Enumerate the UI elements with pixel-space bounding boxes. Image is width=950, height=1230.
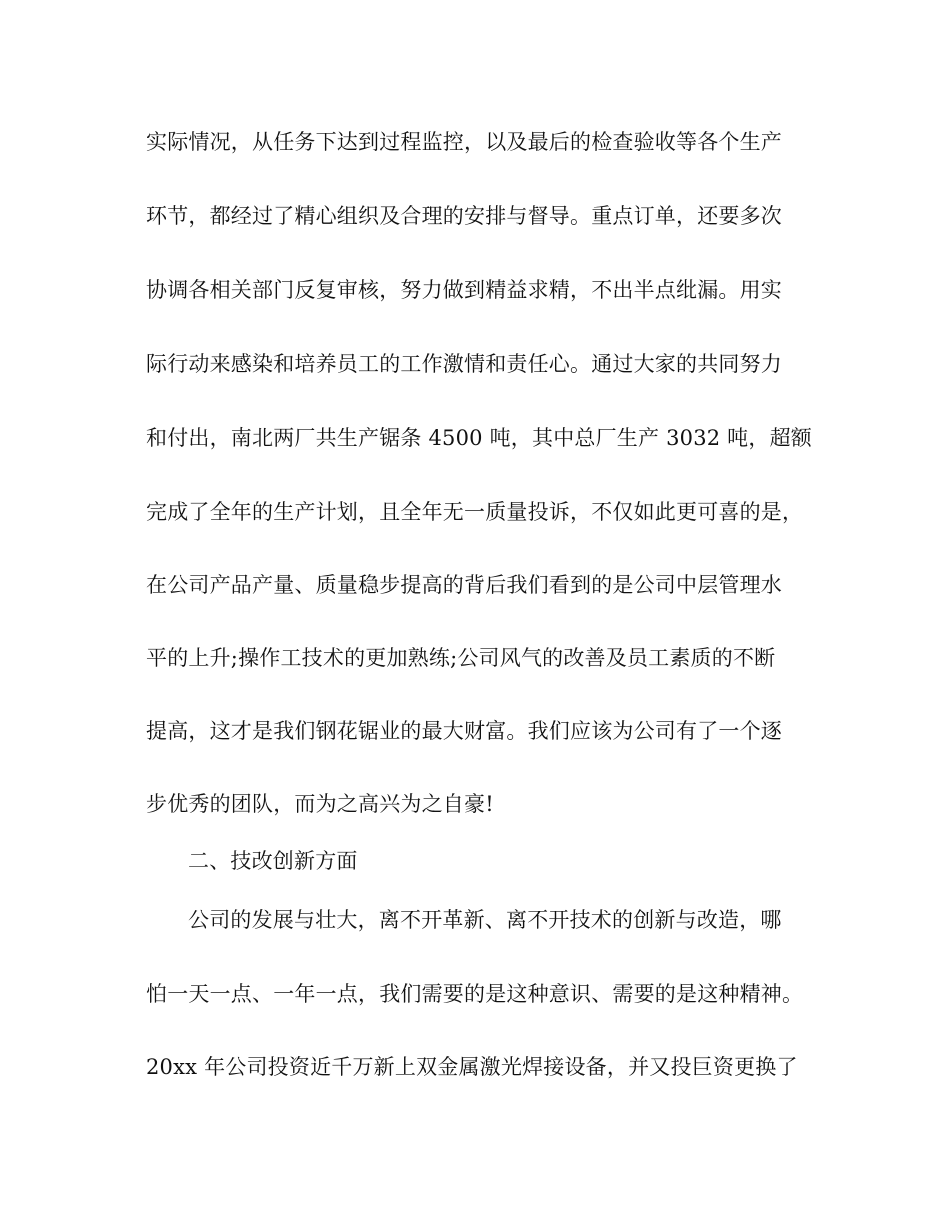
text-line: 和付出，南北两厂共生产锯条 4500 吨，其中总厂生产 3032 吨，超额 (146, 426, 812, 450)
text-line: 环节，都经过了精心组织及合理的安排与督导。重点订单，还要多次 (146, 204, 782, 228)
text-line: 完成了全年的生产计划，且全年无一质量投诉，不仅如此更可喜的是， (146, 500, 804, 524)
text-line: 在公司产品产量、质量稳步提高的背后我们看到的是公司中层管理水 (146, 573, 782, 597)
text-line: 协调各相关部门反复审核，努力做到精益求精，不出半点纰漏。用实 (146, 278, 782, 302)
text-line: 公司的发展与壮大，离不开革新、离不开技术的创新与改造，哪 (188, 908, 782, 932)
text-line: 提高，这才是我们钢花锯业的最大财富。我们应该为公司有了一个逐 (146, 719, 782, 743)
text-line: 步优秀的团队，而为之高兴为之自豪! (146, 792, 494, 816)
section-heading: 二、技改创新方面 (188, 849, 358, 873)
text-line: 平的上升;操作工技术的更加熟练;公司风气的改善及员工素质的不断 (146, 646, 776, 670)
text-line: 怕一天一点、一年一点，我们需要的是这种意识、需要的是这种精神。 (146, 982, 804, 1006)
text-line: 实际情况，从任务下达到过程监控，以及最后的检查验收等各个生产 (146, 130, 782, 154)
text-line: 际行动来感染和培养员工的工作激情和责任心。通过大家的共同努力 (146, 352, 782, 376)
text-line: 20xx 年公司投资近千万新上双金属激光焊接设备，并又投巨资更换了 (146, 1055, 798, 1079)
